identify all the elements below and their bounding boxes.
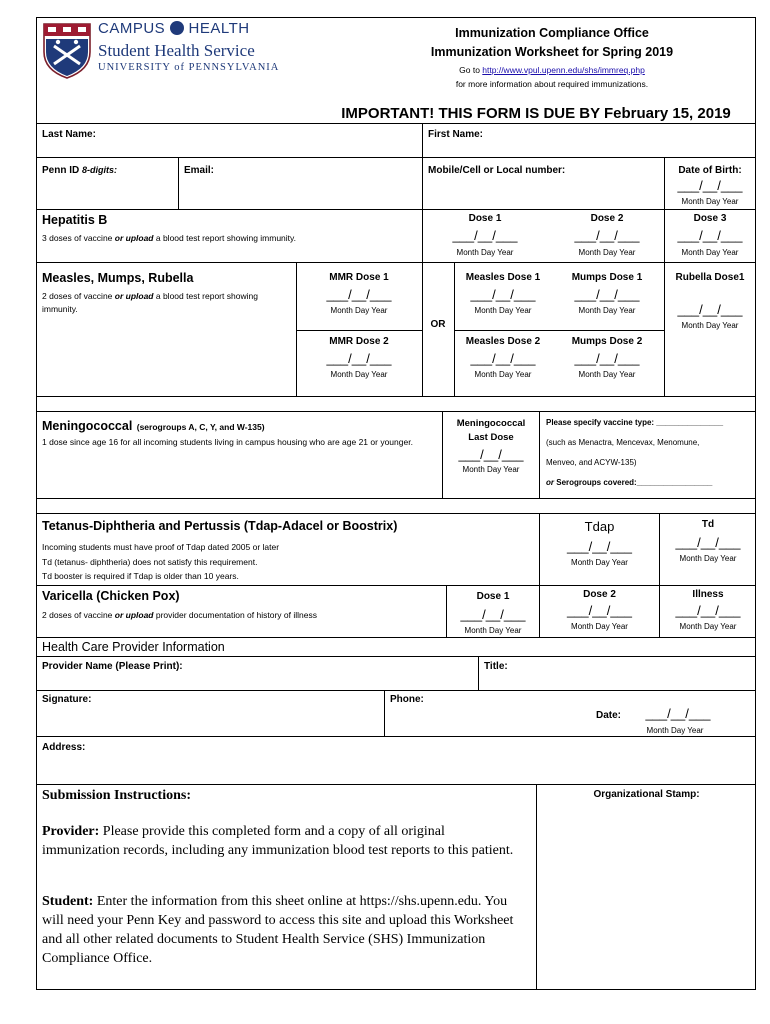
td-label: Td xyxy=(701,519,715,530)
td-date-field[interactable]: ___/__/___ xyxy=(675,535,741,550)
hepb-dose3-field[interactable]: ___/__/___ xyxy=(677,228,743,243)
first-name-label: First Name: xyxy=(428,129,484,140)
heart-icon xyxy=(170,21,184,35)
hepb-dose1-field[interactable]: ___/__/___ xyxy=(452,228,518,243)
mmr-dose2-field[interactable]: ___/__/___ xyxy=(326,351,392,366)
penn-shield-icon xyxy=(42,22,92,80)
mening-date-field[interactable]: ___/__/___ xyxy=(458,447,524,462)
mmr-dose2-label: MMR Dose 2 xyxy=(329,336,389,347)
logo xyxy=(42,20,302,84)
varicella-dose1-field[interactable]: ___/__/___ xyxy=(460,607,526,622)
hepb-dose3-mdy: Month Day Year xyxy=(681,248,739,257)
provider-instructions: Provider: Please provide this completed form and a copy of all original immunization records, including any immunization blood test reports to this patient. xyxy=(42,824,514,858)
more-info: for more information about required immunizations. xyxy=(455,79,649,89)
mening-last-dose-label-2: Last Dose xyxy=(468,432,514,443)
rubella-dose1-label: Rubella Dose1 xyxy=(675,272,745,283)
mening-mdy: Month Day Year xyxy=(462,465,520,474)
tdap-mdy: Month Day Year xyxy=(571,558,628,567)
date-label: Date: xyxy=(596,710,622,721)
first-name-field[interactable] xyxy=(423,140,755,156)
mening-menveo: Menveo, and ACYW-135) xyxy=(546,458,637,467)
signature-label: Signature: xyxy=(42,694,92,705)
varicella-dose1-mdy: Month Day Year xyxy=(464,626,522,635)
measles-dose1-mdy: Month Day Year xyxy=(474,306,532,315)
dob-label: Date of Birth: xyxy=(678,165,742,176)
tdap-line3: Td booster is required if Tdap is older than 10 years. xyxy=(42,571,239,581)
logo-university: UNIVERSITY of PENNSYLVANIA xyxy=(98,62,280,73)
varicella-illness-field[interactable]: ___/__/___ xyxy=(675,603,741,618)
email-label: Email: xyxy=(184,165,215,176)
td-mdy: Month Day Year xyxy=(679,554,737,563)
office-title: Immunization Compliance Office xyxy=(455,26,649,40)
mumps-dose2-label: Mumps Dose 2 xyxy=(571,336,643,347)
address-field[interactable] xyxy=(37,755,755,783)
varicella-desc: 2 doses of vaccine or upload provider documentation of history of illness xyxy=(42,610,317,620)
measles-dose1-label: Measles Dose 1 xyxy=(465,272,541,283)
mmr-dose1-mdy: Month Day Year xyxy=(330,306,388,315)
mening-such-as: (such as Menactra, Mencevax, Menomune, xyxy=(546,438,700,447)
mobile-label: Mobile/Cell or Local number: xyxy=(428,165,566,176)
due-notice: IMPORTANT! THIS FORM IS DUE BY February 15, 2019 xyxy=(341,105,731,122)
mening-specify[interactable]: Please specify vaccine type: _______________ xyxy=(546,418,724,427)
mmr-or: OR xyxy=(430,319,446,330)
provider-date-field[interactable]: ___/__/___ xyxy=(645,706,711,721)
mumps-dose2-field[interactable]: ___/__/___ xyxy=(574,351,640,366)
rubella-dose1-mdy: Month Day Year xyxy=(681,321,739,330)
penn-id-label: Penn ID 8-digits: xyxy=(42,165,118,176)
mening-last-dose-label-1: Meningococcal xyxy=(456,418,526,429)
varicella-dose2-field[interactable]: ___/__/___ xyxy=(566,603,633,618)
hepb-desc: 3 doses of vaccine or upload a blood test report showing immunity. xyxy=(42,233,297,243)
stamp-label: Organizational Stamp: xyxy=(593,789,700,800)
goto-line: Go to http://www.vpul.upenn.edu/shs/immreq.php xyxy=(459,65,645,75)
measles-dose2-field[interactable]: ___/__/___ xyxy=(470,351,536,366)
measles-dose2-mdy: Month Day Year xyxy=(474,370,532,379)
immreq-link[interactable]: http://www.vpul.upenn.edu/shs/immreq.php xyxy=(482,65,645,75)
provider-name-label: Provider Name (Please Print): xyxy=(42,661,183,672)
dob-mdy: Month Day Year xyxy=(681,197,739,206)
submission-heading: Submission Instructions: xyxy=(42,788,191,803)
provider-date-mdy: Month Day Year xyxy=(646,726,704,735)
varicella-illness-mdy: Month Day Year xyxy=(679,622,737,631)
hepb-dose1-label: Dose 1 xyxy=(468,213,502,224)
varicella-dose2-label: Dose 2 xyxy=(583,589,616,600)
mumps-dose1-label: Mumps Dose 1 xyxy=(571,272,643,283)
student-instructions: Student: Enter the information from this sheet online at https://shs.upenn.edu. You will need your Penn Key and password to access this site and upload this Worksheet and all other related documents to Student Health Service (SHS) Immunization Compliance Office. xyxy=(42,894,514,966)
last-name-field[interactable] xyxy=(37,140,421,156)
logo-service: Student Health Service xyxy=(98,41,255,60)
mmr-title: Measles, Mumps, Rubella xyxy=(42,271,194,285)
varicella-title: Varicella (Chicken Pox) xyxy=(42,589,180,603)
logo-campus: CAMPUS xyxy=(98,20,166,37)
address-label: Address: xyxy=(42,742,86,753)
mening-serogroups-covered[interactable]: or Serogroups covered:_________________ xyxy=(546,478,713,487)
worksheet-title: Immunization Worksheet for Spring 2019 xyxy=(430,45,674,59)
mening-desc: 1 dose since age 16 for all incoming students living in campus housing who are age 21 or younger. xyxy=(42,437,413,447)
hepb-title: Hepatitis B xyxy=(42,213,108,227)
tdap-label: Tdap xyxy=(584,519,615,534)
mmr-dose1-label: MMR Dose 1 xyxy=(329,272,389,283)
tdap-line2: Td (tetanus- diphtheria) does not satisfy this requirement. xyxy=(42,557,258,567)
hepb-dose1-mdy: Month Day Year xyxy=(456,248,514,257)
phone-label: Phone: xyxy=(390,694,424,705)
measles-dose1-field[interactable]: ___/__/___ xyxy=(470,287,536,302)
hepb-dose2-field[interactable]: ___/__/___ xyxy=(574,228,640,243)
measles-dose2-label: Measles Dose 2 xyxy=(465,336,541,347)
provider-heading: Health Care Provider Information xyxy=(42,640,225,654)
hepb-dose2-label: Dose 2 xyxy=(590,213,624,224)
mumps-dose2-mdy: Month Day Year xyxy=(578,370,636,379)
mumps-dose1-mdy: Month Day Year xyxy=(578,306,636,315)
hepb-dose3-label: Dose 3 xyxy=(693,213,727,224)
mmr-dose2-mdy: Month Day Year xyxy=(330,370,388,379)
mmr-dose1-field[interactable]: ___/__/___ xyxy=(326,287,392,302)
signature-field[interactable] xyxy=(37,706,383,734)
mumps-dose1-field[interactable]: ___/__/___ xyxy=(574,287,640,302)
varicella-dose2-mdy: Month Day Year xyxy=(571,622,628,631)
rubella-dose1-field[interactable]: ___/__/___ xyxy=(677,302,743,317)
tdap-date-field[interactable]: ___/__/___ xyxy=(566,539,633,554)
mening-title: Meningococcal (serogroups A, C, Y, and W-135) xyxy=(42,419,265,433)
tdap-title: Tetanus-Diphtheria and Pertussis (Tdap-Adacel or Boostrix) xyxy=(42,519,398,533)
tdap-line1: Incoming students must have proof of Tdap dated 2005 or later xyxy=(42,542,280,552)
hepb-dose2-mdy: Month Day Year xyxy=(578,248,636,257)
logo-health: HEALTH xyxy=(188,20,250,37)
varicella-illness-label: Illness xyxy=(692,589,724,600)
dob-date-field[interactable]: ___/__/___ xyxy=(677,178,743,193)
mmr-desc: 2 doses of vaccine or upload a blood test report showing immunity. xyxy=(42,291,258,314)
last-name-label: Last Name: xyxy=(42,129,96,140)
varicella-dose1-label: Dose 1 xyxy=(476,591,510,602)
provider-title-label: Title: xyxy=(484,661,508,672)
